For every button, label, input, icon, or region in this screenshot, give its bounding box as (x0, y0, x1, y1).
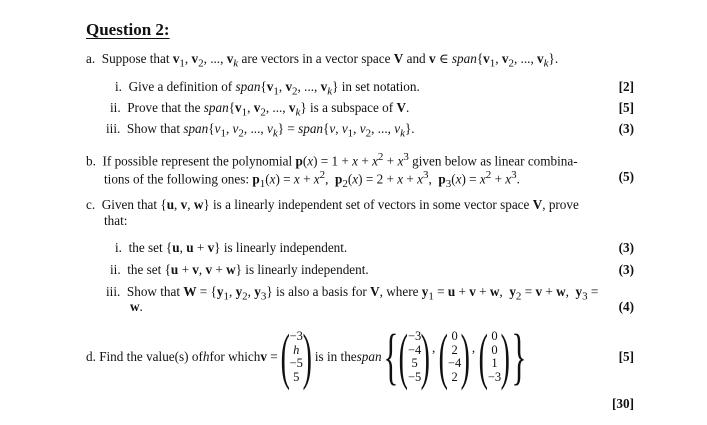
part-a-item-1-marks: [2] (618, 79, 634, 94)
part-a-stem: a. Suppose that $v_1$, $v_2$, ..., $v_k$ are vectors in a vector space V and v ∈ $span\{v_1$, $v_2$, ..., $v_k$}. (86, 51, 559, 70)
span-vector-2: ( 0 2 −4 2 ) (438, 323, 471, 391)
part-a-item-1: i. Give a definition of $span\{v_1$, $v_2$, ..., $v_k$} in set notation. (115, 79, 420, 98)
part-b-line-1: b. If possible represent the polynomial $p(x) = 1 + x + x^2 + x^3$ given below as linear combina- (86, 151, 578, 169)
part-c-stem-line-2: that: (104, 213, 128, 228)
part-c-item-1: i. the set {u, u + v} is linearly independent. (115, 240, 348, 255)
part-c-item-2: ii. the set {u + v, v + w} is linearly independent. (110, 262, 369, 277)
part-a-item-2: ii. Prove that the $span\{v_1$, $v_2$, ..., $v_k$} is a subspace of V. (110, 100, 410, 119)
span-vector-1: ( −3 −4 5 −5 ) (399, 323, 431, 391)
part-a-item-3-marks: (3) (618, 121, 634, 136)
part-a-item-2-marks: [5] (618, 100, 634, 115)
part-c-item-1-marks: (3) (618, 240, 634, 255)
part-b-line-2: tions of the following ones: $p_1(x) = x + x^2$, $p_2(x) = 2 + x + x^3$, $p_3(x) = x^2 + x^3$. (104, 169, 520, 191)
part-d-marks: [5] (618, 349, 634, 364)
part-b-marks: (5) (618, 169, 634, 184)
part-c-item-3-cont: w. (130, 299, 143, 314)
question-total-marks: [30] (612, 396, 634, 411)
v-vector: ( −3 h −5 5 ) (280, 323, 312, 391)
part-c-stem: c. Given that {u, v, w} is a linearly independent set of vectors in some vector space V, prove (86, 197, 579, 212)
part-a-item-3: iii. Show that $span\{v_1$, $v_2$, ..., $v_k$} = span{v, $v_1$, $v_2$, ..., $v_k$}. (106, 121, 415, 140)
part-c-item-3: iii. Show that $W = \{y_1$, $y_2$, $y_3$} is also a basis for V, where $y_1 = u + v + w$, $y_2 = v + w$, $y_3$ = (106, 284, 599, 303)
part-d: d. Find the value(s) of h for which v = ( −3 h −5 5 ) is in the span { ( −3 −4 5 −5 ) , ( 0 2 −4 2 ) , ( 0 0 1 −3 ) } (86, 323, 527, 391)
part-c-item-2-marks: (3) (618, 262, 634, 277)
question-title: Question 2: (86, 20, 170, 39)
span-vector-3: ( 0 0 1 −3 ) (478, 323, 511, 391)
part-c-item-3-marks: (4) (618, 299, 634, 314)
